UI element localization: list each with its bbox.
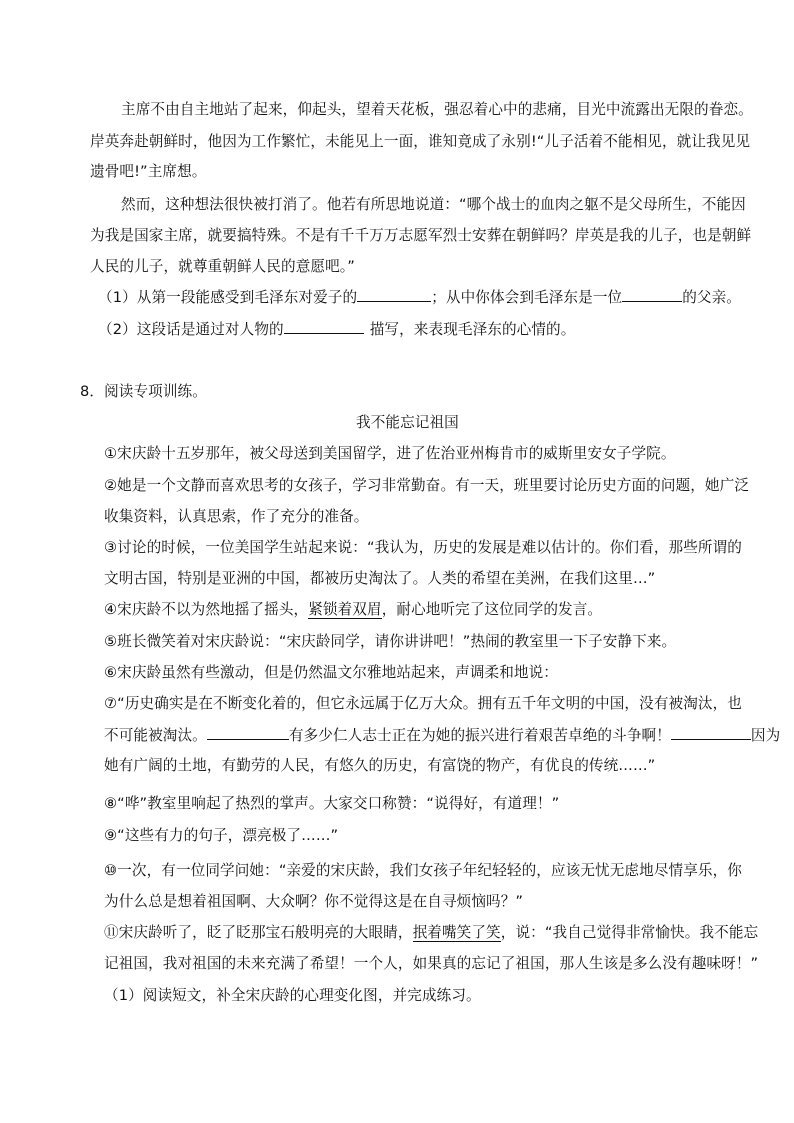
question-line <box>98 319 575 340</box>
paragraph-line: 记祖国，我对祖国的未来充满了希望！一个人，如果真的忘记了祖国，那人生该是多么没有趣味呀！” <box>104 955 759 972</box>
answer-blank[interactable] <box>207 725 289 740</box>
paragraph-line: 主席不由自主地站了起来，仰起头，望着天花板，强忍着心中的悲痛，目光中流露出无限的眷恋。 <box>121 101 753 118</box>
paragraph-line: ①宋庆龄十五岁那年，被父母送到美国留学，进了佐治亚州梅肯市的威斯里安女子学院。 <box>104 445 676 462</box>
answer-blank[interactable] <box>357 287 431 302</box>
question-text: （2）这段话是通过对人物的 <box>98 321 284 338</box>
paragraph-line: 为我是国家主席，就要搞特殊。不是有千千万万志愿军烈士安葬在朝鲜吗？岸英是我的儿子，也是朝鲜 <box>90 227 752 244</box>
question-heading: 8．阅读专项训练。 <box>80 383 207 400</box>
question-text: （1）从第一段能感受到毛泽东对爱子的 <box>98 289 358 306</box>
paragraph-line: ⑥宋庆龄虽然有些激动，但是仍然温文尔雅地站起来，声调柔和地说： <box>104 664 558 681</box>
paragraph-line <box>104 725 780 746</box>
paragraph-line: 然而，这种想法很快被打消了。他若有所思地说道：“哪个战士的血肉之躯不是父母所生，不能因 <box>121 196 746 213</box>
paragraph-line: 遗骨吧!”主席想。 <box>90 163 207 180</box>
paragraph-text: ④宋庆龄不以为然地摇了摇头， <box>104 601 309 618</box>
underlined-phrase: 抿着嘴笑了笑 <box>412 924 501 941</box>
answer-blank[interactable] <box>284 319 364 334</box>
paragraph-text: ⑪宋庆龄听了，眨了眨那宝石般明亮的大眼睛， <box>104 924 413 941</box>
question-text: 描写，来表现毛泽东的心情的。 <box>369 321 576 338</box>
paragraph-line: ⑩一次，有一位同学问她：“亲爱的宋庆龄，我们女孩子年纪轻轻的，应该无忧无虑地尽情享乐，你 <box>104 862 742 879</box>
paragraph-line <box>104 923 758 943</box>
paragraph-text: ，说：“我自己觉得非常愉快。我不能忘 <box>500 924 759 941</box>
paragraph-line: ⑨“这些有力的句子，漂亮极了……” <box>104 827 339 844</box>
paragraph-text: 不可能被淘汰。 <box>104 727 207 744</box>
paragraph-text: 因为 <box>750 727 781 744</box>
paragraph-line: ②她是一个文静而喜欢思考的女孩子，学习非常勤奋。有一天，班里要讨论历史方面的问题，她广泛 <box>104 477 750 494</box>
paragraph-line: 文明古国，特别是亚洲的中国，都被历史淘汰了。人类的希望在美洲，在我们这里…” <box>104 570 656 587</box>
passage-title: 我不能忘记祖国 <box>356 414 459 431</box>
paragraph-line: ③讨论的时候，一位美国学生站起来说：“我认为，历史的发展是难以估计的。你们看，那些所谓的 <box>104 539 742 556</box>
paragraph-text: 有多少仁人志士正在为她的振兴进行着艰苦卓绝的斗争啊！ <box>288 727 671 744</box>
paragraph-text: ，耐心地听完了这位同学的发言。 <box>381 601 603 618</box>
question-text: ；从中你体会到毛泽东是一位 <box>431 289 623 306</box>
answer-blank[interactable] <box>671 725 751 740</box>
paragraph-line: 为什么总是想着祖国啊、大众啊？你不觉得这是在自寻烦恼吗？” <box>104 893 524 910</box>
question-line <box>98 287 741 308</box>
paragraph-line: ⑦“历史确实是在不断变化着的，但它永远属于亿万大众。拥有五千年文明的中国，没有被淘汰，也 <box>104 695 742 712</box>
paragraph-line: ⑧“哗”教室里响起了热烈的掌声。大家交口称赞：“说得好，有道理！” <box>104 795 560 812</box>
answer-blank[interactable] <box>622 287 682 302</box>
paragraph-line: 她有广阔的土地，有勤劳的人民，有悠久的历史，有富饶的物产，有优良的传统……” <box>104 757 656 774</box>
paragraph-line: 人民的儿子，就尊重朝鲜人民的意愿吧。” <box>90 258 355 275</box>
underlined-phrase: 紧锁着双眉 <box>308 601 382 618</box>
paragraph-line <box>104 600 602 620</box>
paragraph-line: 岸英奔赴朝鲜时，他因为工作繁忙，未能见上一面，谁知竟成了永别!“儿子活着不能相见，就让我见见 <box>90 133 751 150</box>
paragraph-line: 收集资料，认真思索，作了充分的准备。 <box>104 508 369 525</box>
question-line: （1）阅读短文，补全宋庆龄的心理变化图，并完成练习。 <box>104 987 481 1004</box>
question-text: 的父亲。 <box>682 289 741 306</box>
paragraph-line: ⑤班长微笑着对宋庆龄说：“宋庆龄同学，请你讲讲吧！”热闹的教室里一下子安静下来。 <box>104 633 677 650</box>
